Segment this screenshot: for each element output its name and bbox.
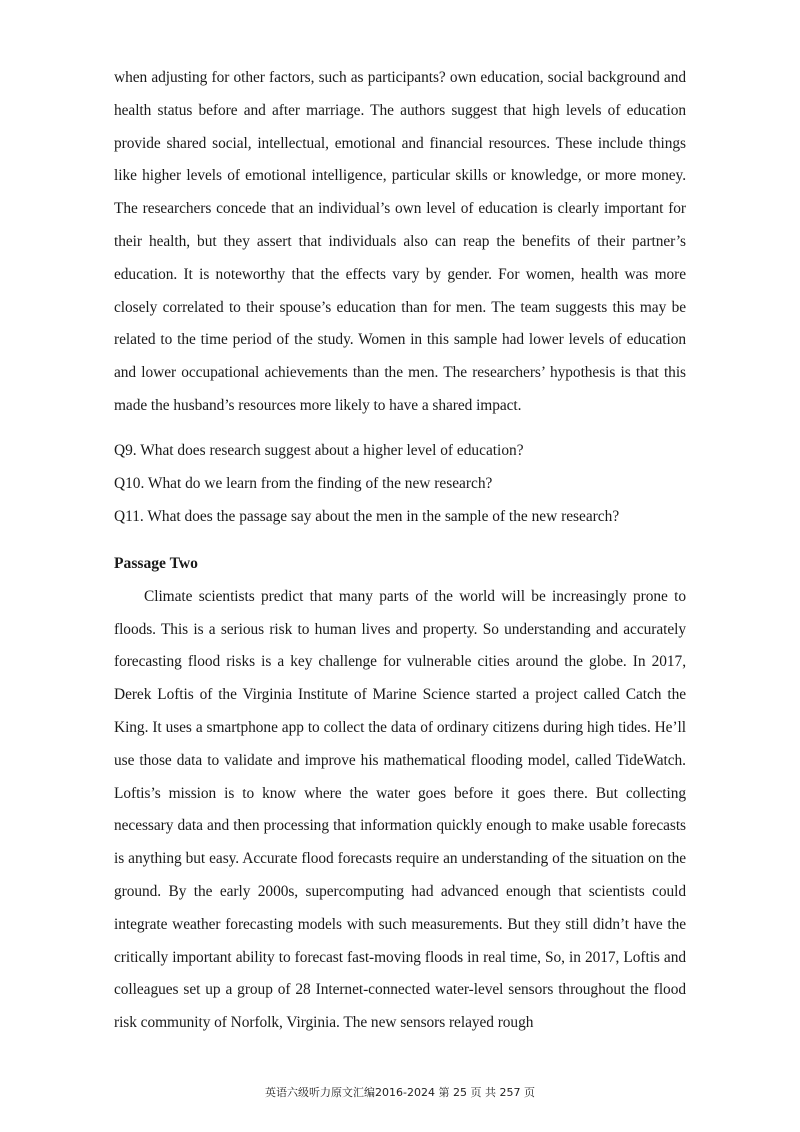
question-q11: Q11. What does the passage say about the men in the sample of the new research? <box>114 507 620 525</box>
page-footer: 英语六级听力原文汇编2016-2024 第 25 页 共 257 页 <box>265 1086 535 1099</box>
passage-two-heading: Passage Two <box>114 554 198 572</box>
passage-two-paragraph: Climate scientists predict that many parts of the world will be increasingly prone to floods. This is a serious risk to human lives and property. So understanding and accurately forecasting flood risks is a key challenge for vulnerable cities around the globe. In 2017, Derek Loftis of the Virginia Institute of Marine Science started a project called Catch the King. It uses a smartphone app to collect the data of ordinary citizens during high tides. He’ll use those data to validate and improve his mathematical flooding model, called TideWatch. Loftis’s mission is to know where the water goes before it goes there. But collecting necessary data and then processing that information quickly enough to make usable forecasts is anything but easy. Accurate flood forecasts require an understanding of the situation on the ground. By the early 2000s, supercomputing had advanced enough that scientists could integrate weather forecasting models with such measurements. But they still didn’t have the critically important ability to forecast fast-moving floods in real time, So, in 2017, Loftis and colleagues set up a group of 28 Internet-connected water-level sensors throughout the flood risk community of Norfolk, Virginia. The new sensors relayed rough <box>114 587 686 1032</box>
question-q9: Q9. What does research suggest about a higher level of education? <box>114 441 524 459</box>
question-q10: Q10. What do we learn from the finding of the new research? <box>114 474 493 492</box>
document-page <box>114 62 686 1040</box>
question-list <box>114 434 686 533</box>
passage-one-paragraph: when adjusting for other factors, such as participants? own education, social background and health status before and after marriage. The authors suggest that high levels of education provide shared social, intellectual, emotional and financial resources. These include things like higher levels of emotional intelligence, particular skills or knowledge, or more money. The researchers concede that an individual’s own level of education is clearly important for their health, but they assert that individuals also can reap the benefits of their partner’s education. It is noteworthy that the effects vary by gender. For women, health was more closely correlated to their spouse’s education than for men. The team suggests this may be related to the time period of the study. Women in this sample had lower levels of education and lower occupational achievements than the men. The researchers’ hypothesis is that this made the husband’s resources more likely to have a shared impact. <box>114 69 686 414</box>
